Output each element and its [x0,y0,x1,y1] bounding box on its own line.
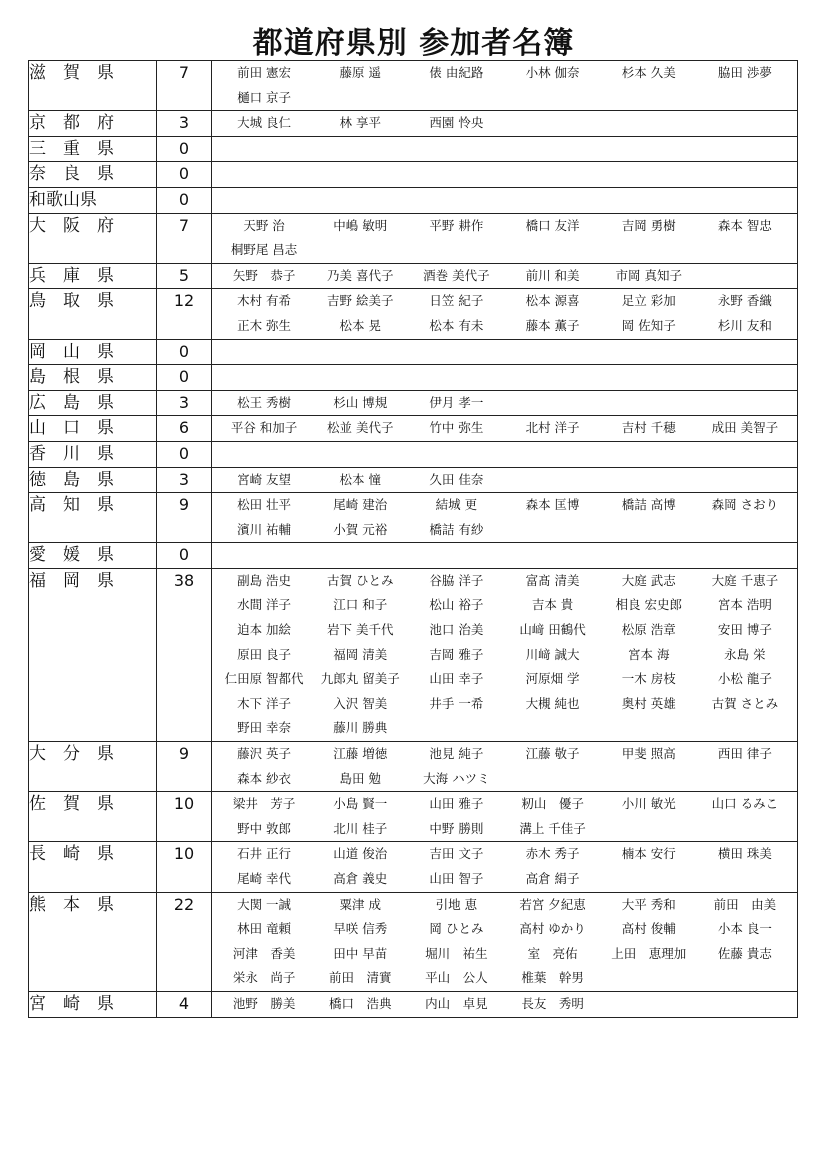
participant-count: 7 [157,61,212,111]
prefecture-name: 鳥 取 県 [29,289,157,339]
participant-names-cell [212,742,798,792]
participant-name: 吉野 絵美子 [327,293,394,309]
participant-table-body [29,61,798,1018]
participant-name: 迫本 加絵 [237,622,292,638]
participant-name: 赤木 秀子 [525,846,580,862]
participant-count: 0 [157,339,212,365]
participant-name: 北村 洋子 [525,420,580,436]
participant-name: 江藤 増徳 [333,746,388,762]
participant-name: 吉田 文子 [429,846,484,862]
participant-count: 0 [157,162,212,188]
participant-name: 藤川 勝典 [333,720,388,736]
prefecture-name: 兵 庫 県 [29,263,157,289]
participant-name: 橋詰 有紗 [429,521,484,537]
participant-name: 藤原 遥 [339,65,381,80]
prefecture-row [29,892,798,991]
participant-name: 川﨑 誠大 [525,646,580,662]
prefecture-name: 佐 賀 県 [29,792,157,842]
participant-names-cell [212,162,798,188]
participant-name: 安田 博子 [717,622,772,638]
participant-names-cell [212,792,798,842]
prefecture-name: 徳 島 県 [29,467,157,493]
prefecture-name: 山 口 県 [29,416,157,442]
participant-name: 小賀 元裕 [333,521,388,537]
participant-name: 野田 幸奈 [237,720,292,736]
participant-name: 九郎丸 留美子 [320,671,400,687]
participant-count: 3 [157,390,212,416]
participant-name: 藤沢 英子 [237,746,292,762]
participant-names-cell [212,289,798,339]
prefecture-name: 京 都 府 [29,111,157,137]
participant-name: 大庭 千恵子 [711,572,779,588]
prefecture-row [29,991,798,1017]
prefecture-name: 香 川 県 [29,441,157,467]
participant-name: 松並 美代子 [327,420,394,436]
participant-names-grid [212,111,797,136]
participant-names-grid [212,416,797,441]
participant-name: 島田 勉 [339,770,381,786]
participant-name: 佐藤 貴志 [717,945,772,961]
participant-name: 相良 宏史郎 [615,597,682,613]
participant-name: 脇田 渉夢 [717,65,772,80]
participant-name: 松本 憧 [339,471,381,487]
participant-names-grid [212,264,797,289]
participant-names-cell [212,493,798,543]
participant-names-grid [212,543,797,568]
participant-name: 中嶋 敏明 [333,217,388,233]
participant-name: 池口 治美 [429,622,484,638]
participant-name: 中野 勝則 [429,820,484,836]
participant-names-grid [212,214,797,263]
participant-name: 前田 憲宏 [237,65,292,80]
participant-names-grid [212,569,797,741]
participant-name: 濱川 祐輔 [237,521,292,537]
prefecture-row [29,213,798,263]
participant-name: 山田 幸子 [429,671,484,687]
participant-name: 山﨑 田鶴代 [519,622,586,638]
participant-name: 松原 浩章 [621,622,676,638]
participant-names-cell [212,390,798,416]
prefecture-name: 宮 崎 県 [29,991,157,1017]
participant-count: 3 [157,111,212,137]
participant-count: 38 [157,568,212,741]
participant-name: 宮崎 友望 [237,471,292,487]
prefecture-row [29,416,798,442]
participant-name: 福岡 清美 [333,646,388,662]
participant-names-cell [212,187,798,213]
participant-name: 籾山 優子 [521,796,584,812]
prefecture-name: 奈 良 県 [29,162,157,188]
participant-name: 高倉 義史 [333,871,388,886]
participant-name: 引地 恵 [435,896,478,912]
participant-names-grid [212,391,797,416]
participant-table [28,60,798,1018]
participant-name: 乃美 喜代子 [327,267,394,283]
participant-count: 0 [157,543,212,569]
participant-name: 溝上 千佳子 [519,820,586,836]
participant-names-cell [212,842,798,892]
participant-name: 粟津 成 [339,896,381,912]
participant-names-grid [212,188,797,213]
participant-name: 梁井 芳子 [232,796,296,812]
participant-name: 若宮 夕紀恵 [519,896,586,912]
participant-name: 江口 和子 [333,597,388,613]
page-title: 都道府県別 参加者名簿 [252,26,575,61]
participant-names-grid [212,442,797,467]
participant-name: 俵 由紀路 [429,65,484,80]
participant-names-grid [212,893,797,991]
participant-name: 杉山 博規 [333,394,388,410]
participant-name: 大関 一誠 [237,896,292,912]
participant-name: 栄永 尚子 [232,970,296,986]
participant-name: 松本 源喜 [525,293,580,309]
participant-name: 岡 ひとみ [429,921,484,937]
participant-names-cell [212,61,798,111]
participant-name: 松本 有未 [429,317,484,333]
participant-name: 橋口 浩典 [328,995,392,1011]
participant-name: 岡 佐知子 [621,317,676,333]
participant-name: 尾崎 建治 [333,497,388,513]
participant-names-grid [212,468,797,493]
prefecture-name: 長 崎 県 [29,842,157,892]
participant-name: 早咲 信秀 [333,921,388,937]
participant-name: 桐野尾 昌志 [230,242,298,258]
participant-name: 永野 香織 [717,293,772,309]
participant-name: 平野 耕作 [429,217,484,233]
participant-count: 4 [157,991,212,1017]
prefecture-row [29,543,798,569]
prefecture-name: 福 岡 県 [29,568,157,741]
participant-name: 高村 ゆかり [519,921,586,937]
participant-name: 大城 良仁 [237,115,292,131]
participant-name: 橋詰 高博 [621,497,676,513]
participant-name: 小松 龍子 [717,671,772,687]
participant-name: 竹中 弥生 [429,420,484,436]
participant-name: 井手 一希 [429,695,484,711]
participant-name: 古賀 ひとみ [327,572,394,588]
participant-name: 水間 洋子 [237,597,292,613]
participant-name: 木下 洋子 [237,695,292,711]
participant-name: 山道 俊治 [333,846,388,862]
participant-name: 仁田原 智都代 [224,671,304,687]
participant-names-cell [212,991,798,1017]
participant-names-cell [212,111,798,137]
participant-names-grid [212,365,797,390]
participant-name: 吉岡 勇樹 [621,217,676,233]
prefecture-row [29,792,798,842]
prefecture-name: 和歌山県 [29,187,157,213]
prefecture-name: 大 阪 府 [29,213,157,263]
participant-name: 松本 晃 [339,317,381,333]
participant-name: 森本 紗衣 [237,770,292,786]
participant-name: 矢野 恭子 [232,267,296,283]
participant-name: 山田 雅子 [429,796,484,812]
participant-names-cell [212,416,798,442]
participant-names-cell [212,568,798,741]
participant-name: 小本 良一 [717,921,772,937]
participant-name: 野中 敦郎 [237,820,292,836]
participant-name: 林田 竜頼 [237,921,292,937]
participant-name: 前田 清實 [328,970,392,986]
prefecture-row [29,263,798,289]
participant-name: 岩下 美千代 [327,622,394,638]
participant-names-grid [212,992,797,1017]
participant-names-cell [212,441,798,467]
participant-name: 森本 智忠 [717,217,772,233]
participant-count: 10 [157,792,212,842]
participant-name: 西園 怜央 [429,115,484,131]
participant-count: 0 [157,187,212,213]
participant-count: 9 [157,493,212,543]
participant-names-cell [212,263,798,289]
participant-names-cell [212,136,798,162]
empty-slot [216,188,312,213]
participant-name: 上田 恵理加 [611,945,687,961]
participant-name: 市岡 真知子 [615,267,682,283]
participant-name: 富髙 清美 [525,572,580,588]
participant-name: 結城 更 [435,497,478,513]
participant-name: 河津 香美 [232,945,296,961]
participant-name: 杉川 友和 [717,317,772,333]
participant-names-grid [212,493,797,542]
participant-name: 室 亮佑 [527,945,578,961]
participant-name: 伊月 孝一 [429,394,484,410]
participant-name: 一木 房枝 [621,671,676,687]
empty-slot [216,543,312,568]
participant-name: 長友 秀明 [521,995,584,1011]
participant-name: 谷脇 洋子 [429,572,484,588]
participant-names-grid [212,742,797,791]
participant-count: 10 [157,842,212,892]
prefecture-row [29,842,798,892]
participant-names-cell [212,543,798,569]
prefecture-row [29,162,798,188]
prefecture-name: 三 重 県 [29,136,157,162]
prefecture-name: 熊 本 県 [29,892,157,991]
empty-slot [216,442,312,467]
participant-name: 楠本 安行 [621,846,676,862]
participant-names-cell [212,365,798,391]
prefecture-name: 島 根 県 [29,365,157,391]
participant-name: 正木 弥生 [237,317,292,333]
prefecture-name: 愛 媛 県 [29,543,157,569]
prefecture-name: 滋 賀 県 [29,61,157,111]
participant-names-cell [212,339,798,365]
participant-name: 久田 佳奈 [429,471,484,487]
participant-name: 河原畑 学 [525,671,580,687]
participant-name: 藤本 薫子 [525,317,580,333]
participant-name: 大海 ハツミ [423,770,490,786]
participant-name: 天野 治 [243,217,285,233]
participant-name: 足立 彩加 [621,293,676,309]
participant-name: 吉本 貴 [531,597,574,613]
participant-names-cell [212,892,798,991]
participant-name: 古賀 さとみ [711,695,779,711]
participant-name: 北川 桂子 [333,820,388,836]
participant-count: 9 [157,742,212,792]
participant-count: 0 [157,136,212,162]
participant-name: 山田 智子 [429,871,484,886]
participant-name: 前田 由美 [713,896,777,912]
empty-slot [216,137,312,162]
prefecture-name: 高 知 県 [29,493,157,543]
participant-name: 日笠 紀子 [429,293,484,309]
participant-names-grid [212,162,797,187]
participant-name: 内山 卓見 [425,995,488,1011]
participant-name: 奥村 英雄 [621,695,676,711]
participant-name: 平山 公人 [425,970,488,986]
participant-name: 大槻 純也 [525,695,580,711]
participant-name: 山口 るみこ [711,796,779,812]
prefecture-row [29,742,798,792]
participant-count: 22 [157,892,212,991]
prefecture-row [29,111,798,137]
prefecture-name: 広 島 県 [29,390,157,416]
participant-name: 永島 栄 [724,646,766,662]
participant-name: 副島 浩史 [237,572,292,588]
participant-name: 池野 勝美 [232,995,296,1011]
participant-name: 原田 良子 [237,646,292,662]
prefecture-name: 大 分 県 [29,742,157,792]
participant-count: 6 [157,416,212,442]
prefecture-row [29,136,798,162]
participant-count: 5 [157,263,212,289]
participant-name: 堀川 祐生 [425,945,488,961]
participant-name: 江藤 敬子 [525,746,580,762]
empty-slot [216,162,312,187]
participant-name: 大平 秀和 [621,896,676,912]
prefecture-row [29,289,798,339]
participant-names-grid [212,340,797,365]
empty-slot [216,340,312,365]
participant-name: 松山 裕子 [429,597,484,613]
participant-count: 3 [157,467,212,493]
participant-names-grid [212,792,797,841]
participant-name: 松王 秀樹 [237,394,292,410]
participant-names-cell [212,467,798,493]
participant-name: 横田 珠美 [717,846,772,862]
participant-name: 橋口 友洋 [525,217,580,233]
participant-name: 樋口 京子 [237,89,292,105]
empty-slot [216,365,312,390]
participant-count: 0 [157,441,212,467]
participant-count: 0 [157,365,212,391]
prefecture-row [29,568,798,741]
participant-name: 入沢 智美 [333,695,388,711]
participant-name: 吉岡 雅子 [429,646,484,662]
participant-name: 宮本 浩明 [717,597,772,613]
prefecture-row [29,365,798,391]
participant-name: 前川 和美 [525,267,580,283]
participant-count: 12 [157,289,212,339]
participant-name: 吉村 千穂 [621,420,676,436]
participant-name: 尾崎 幸代 [237,871,292,886]
participant-name: 林 享平 [339,115,381,131]
participant-name: 杉本 久美 [621,65,676,80]
participant-names-grid [212,289,797,338]
participant-name: 小島 賢一 [333,796,388,812]
prefecture-row [29,339,798,365]
participant-name: 高倉 絹子 [525,871,580,886]
participant-name: 田中 早苗 [333,945,388,961]
prefecture-row [29,390,798,416]
participant-count: 7 [157,213,212,263]
participant-name: 成田 美智子 [711,420,779,436]
participant-name: 甲斐 照高 [621,746,676,762]
participant-name: 石井 正行 [237,846,292,862]
participant-name: 池見 純子 [429,746,484,762]
prefecture-row [29,61,798,111]
participant-names-grid [212,842,797,891]
participant-name: 木村 有希 [237,293,292,309]
participant-name: 松田 壮平 [237,497,292,513]
participant-name: 大庭 武志 [621,572,676,588]
prefecture-row [29,467,798,493]
prefecture-row [29,441,798,467]
participant-name: 酒巻 美代子 [423,267,490,283]
prefecture-name: 岡 山 県 [29,339,157,365]
participant-name: 平谷 和加子 [230,420,298,436]
participant-names-cell [212,213,798,263]
participant-name: 森本 匡博 [525,497,580,513]
prefecture-row [29,493,798,543]
participant-name: 椎葉 幹男 [521,970,584,986]
participant-name: 小川 敏光 [621,796,676,812]
participant-name: 高村 俊輔 [621,921,676,937]
prefecture-row [29,187,798,213]
participant-name: 西田 律子 [717,746,772,762]
participant-name: 宮本 海 [628,646,670,662]
participant-name: 森岡 さおり [711,497,779,513]
participant-names-grid [212,61,797,110]
participant-names-grid [212,137,797,162]
participant-name: 小林 伽奈 [525,65,580,80]
